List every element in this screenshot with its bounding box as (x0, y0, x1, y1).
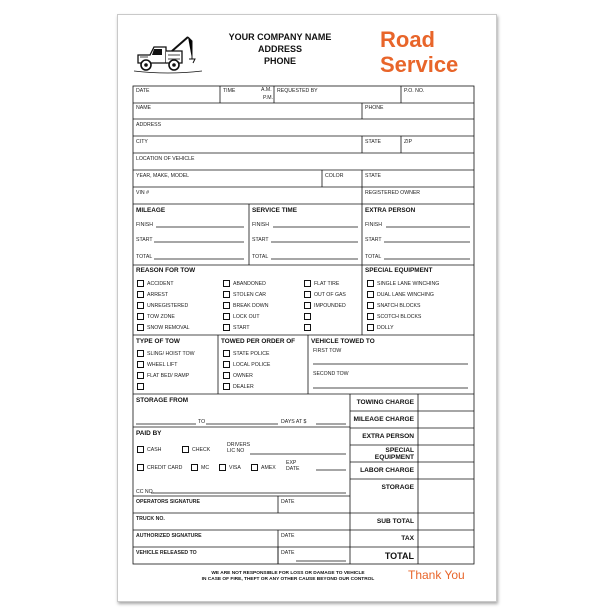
checkbox-break-down[interactable] (223, 302, 230, 309)
storage-from-heading: STORAGE FROM (136, 397, 189, 404)
dolly-label: DOLLY (377, 325, 394, 331)
vehicle-released-to-label: VEHICLE RELEASED TO (136, 550, 197, 556)
impounded-label: IMPOUNDED (314, 303, 346, 309)
checkbox-unregistered[interactable] (137, 302, 144, 309)
checkbox-other-2[interactable] (304, 324, 311, 331)
start-reason-label: START (233, 325, 250, 331)
disclaimer-line1: WE ARE NOT RESPONSIBLE FOR LOSS OR DAMAGE TO VEHICLE (211, 571, 365, 576)
second-tow-label: SECOND TOW (313, 371, 349, 377)
checkbox-stolen-car[interactable] (223, 291, 230, 298)
checkbox-lock-out[interactable] (223, 313, 230, 320)
checkbox-sling-hoist[interactable] (137, 350, 144, 357)
labor-charge-label: LABOR CHARGE (360, 467, 414, 474)
city-label: CITY (136, 139, 148, 145)
dealer-label: DEALER (233, 384, 254, 390)
special-equipment-heading: SPECIAL EQUIPMENT (365, 267, 433, 274)
checkbox-single-lane-winching[interactable] (367, 280, 374, 287)
disclaimer-line2: IN CASE OF FIRE, THEFT OR ANY OTHER CAUSE BEYOND OUR CONTROL (201, 577, 375, 582)
checkbox-cash[interactable] (137, 446, 144, 453)
state-label: STATE (365, 139, 381, 145)
requested-by-label: REQUESTED BY (277, 88, 318, 94)
accident-label: ACCIDENT (147, 281, 174, 287)
mileage-start-label: START (136, 237, 153, 243)
owner-label: OWNER (233, 373, 253, 379)
unregistered-label: UNREGISTERED (147, 303, 189, 309)
checkbox-arrest[interactable] (137, 291, 144, 298)
dual-lane-winching-label: DUAL LANE WINCHING (377, 292, 434, 298)
checkbox-dealer[interactable] (223, 383, 230, 390)
checkbox-type-other[interactable] (137, 383, 144, 390)
wheel-lift-label: WHEEL LIFT (147, 362, 178, 368)
local-police-label: LOCAL POLICE (233, 362, 271, 368)
time-label: TIME (223, 88, 236, 94)
exp-date-label: EXP DATE (286, 460, 300, 472)
service-time-heading: SERVICE TIME (252, 207, 297, 214)
flat-bed-label: FLAT BED/ RAMP (147, 373, 190, 379)
extra-person-heading: EXTRA PERSON (365, 207, 416, 214)
checkbox-scotch-blocks[interactable] (367, 313, 374, 320)
authorized-date-label: DATE (281, 533, 295, 539)
extra-total-label: TOTAL (365, 254, 382, 260)
pm-label: P.M. (263, 95, 273, 101)
checkbox-visa[interactable] (219, 464, 226, 471)
checkbox-owner[interactable] (223, 372, 230, 379)
checkbox-tow-zone[interactable] (137, 313, 144, 320)
registered-owner-label: REGISTERED OWNER (365, 190, 421, 196)
zip-label: ZIP (404, 139, 413, 145)
drivers-lic-label: DRIVERS LIC NO (227, 442, 251, 454)
checkbox-snow-removal[interactable] (137, 324, 144, 331)
state-police-label: STATE POLICE (233, 351, 270, 357)
stolen-car-label: STOLEN CAR (233, 292, 267, 298)
checkbox-snatch-blocks[interactable] (367, 302, 374, 309)
checkbox-other-1[interactable] (304, 313, 311, 320)
po-number-label: P.O. NO. (404, 88, 425, 94)
sling-hoist-label: SLING/ HOIST TOW (147, 351, 195, 357)
checkbox-start[interactable] (223, 324, 230, 331)
lock-out-label: LOCK OUT (233, 314, 260, 320)
truck-number-label: TRUCK NO. (136, 516, 165, 522)
snow-removal-label: SNOW REMOVAL (147, 325, 190, 331)
amex-label: AMEX (261, 465, 276, 471)
name-label: NAME (136, 105, 151, 111)
special-equipment-charge-label: SPECIAL EQUIPMENT (374, 447, 414, 461)
paid-by-heading: PAID BY (136, 430, 162, 437)
cc-number-label: CC NO. (136, 489, 155, 495)
authorized-signature-label: AUTHORIZED SIGNATURE (136, 533, 202, 539)
checkbox-local-police[interactable] (223, 361, 230, 368)
extra-start-label: START (365, 237, 382, 243)
service-total-label: TOTAL (252, 254, 269, 260)
mileage-charge-label: MILEAGE CHARGE (353, 416, 414, 423)
year-make-model-label: YEAR, MAKE, MODEL (136, 173, 190, 179)
state2-label: STATE (365, 173, 381, 179)
tow-zone-label: TOW ZONE (147, 314, 175, 320)
towed-per-order-heading: TOWED PER ORDER OF (221, 338, 296, 345)
towing-charge-label: TOWING CHARGE (356, 399, 414, 406)
tax-label: TAX (401, 535, 414, 542)
checkbox-mc[interactable] (191, 464, 198, 471)
extra-finish-label: FINISH (365, 222, 383, 228)
reason-for-tow-heading: REASON FOR TOW (136, 267, 196, 274)
mileage-heading: MILEAGE (136, 207, 166, 214)
checkbox-dolly[interactable] (367, 324, 374, 331)
checkbox-amex[interactable] (251, 464, 258, 471)
color-label: COLOR (325, 173, 344, 179)
abandoned-label: ABANDONED (233, 281, 266, 287)
snatch-blocks-label: SNATCH BLOCKS (377, 303, 421, 309)
flat-tire-label: FLAT TIRE (314, 281, 340, 287)
date-label: DATE (136, 88, 150, 94)
released-date-label: DATE (281, 550, 295, 556)
checkbox-state-police[interactable] (223, 350, 230, 357)
checkbox-abandoned[interactable] (223, 280, 230, 287)
service-finish-label: FINISH (252, 222, 270, 228)
checkbox-impounded[interactable] (304, 302, 311, 309)
operator-date-label: DATE (281, 499, 295, 505)
break-down-label: BREAK DOWN (233, 303, 269, 309)
checkbox-credit-card[interactable] (137, 464, 144, 471)
service-start-label: START (252, 237, 269, 243)
checkbox-accident[interactable] (137, 280, 144, 287)
vehicle-towed-to-heading: VEHICLE TOWED TO (311, 338, 375, 345)
checkbox-wheel-lift[interactable] (137, 361, 144, 368)
single-lane-winching-label: SINGLE LANE WINCHING (377, 281, 440, 287)
checkbox-flat-bed[interactable] (137, 372, 144, 379)
check-label: CHECK (192, 447, 211, 453)
days-at-label: DAYS AT $ (281, 419, 307, 425)
form-title-line2: Service (380, 52, 459, 77)
road-service-form (117, 14, 497, 602)
checkbox-dual-lane-winching[interactable] (367, 291, 374, 298)
storage-charge-label: STORAGE (381, 484, 414, 491)
checkbox-flat-tire[interactable] (304, 280, 311, 287)
subtotal-label: SUB TOTAL (376, 518, 414, 525)
thank-you-text: Thank You (408, 568, 465, 582)
company-name: YOUR COMPANY NAME (228, 32, 332, 42)
extra-person-charge-label: EXTRA PERSON (362, 433, 414, 440)
mc-label: MC (201, 465, 210, 471)
checkbox-out-of-gas[interactable] (304, 291, 311, 298)
first-tow-label: FIRST TOW (313, 348, 342, 354)
location-label: LOCATION OF VEHICLE (136, 156, 195, 162)
scotch-blocks-label: SCOTCH BLOCKS (377, 314, 422, 320)
total-label: TOTAL (384, 551, 414, 561)
disclaimer (188, 571, 388, 583)
company-address: ADDRESS (257, 44, 302, 54)
mileage-total-label: TOTAL (136, 254, 153, 260)
am-label: A.M. (261, 87, 272, 93)
out-of-gas-label: OUT OF GAS (314, 292, 346, 298)
form-title-line1: Road (380, 27, 435, 52)
type-of-tow-heading: TYPE OF TOW (136, 338, 180, 345)
credit-card-label: CREDIT CARD (147, 465, 183, 471)
operators-signature-label: OPERATORS SIGNATURE (136, 499, 200, 505)
mileage-finish-label: FINISH (136, 222, 154, 228)
vin-label: VIN # (136, 190, 149, 196)
visa-label: VISA (229, 465, 241, 471)
checkbox-check[interactable] (182, 446, 189, 453)
company-phone: PHONE (263, 56, 296, 66)
arrest-label: ARREST (147, 292, 169, 298)
cash-label: CASH (147, 447, 162, 453)
phone-label: PHONE (365, 105, 384, 111)
address-label: ADDRESS (136, 122, 162, 128)
storage-to-label: TO (198, 419, 206, 425)
